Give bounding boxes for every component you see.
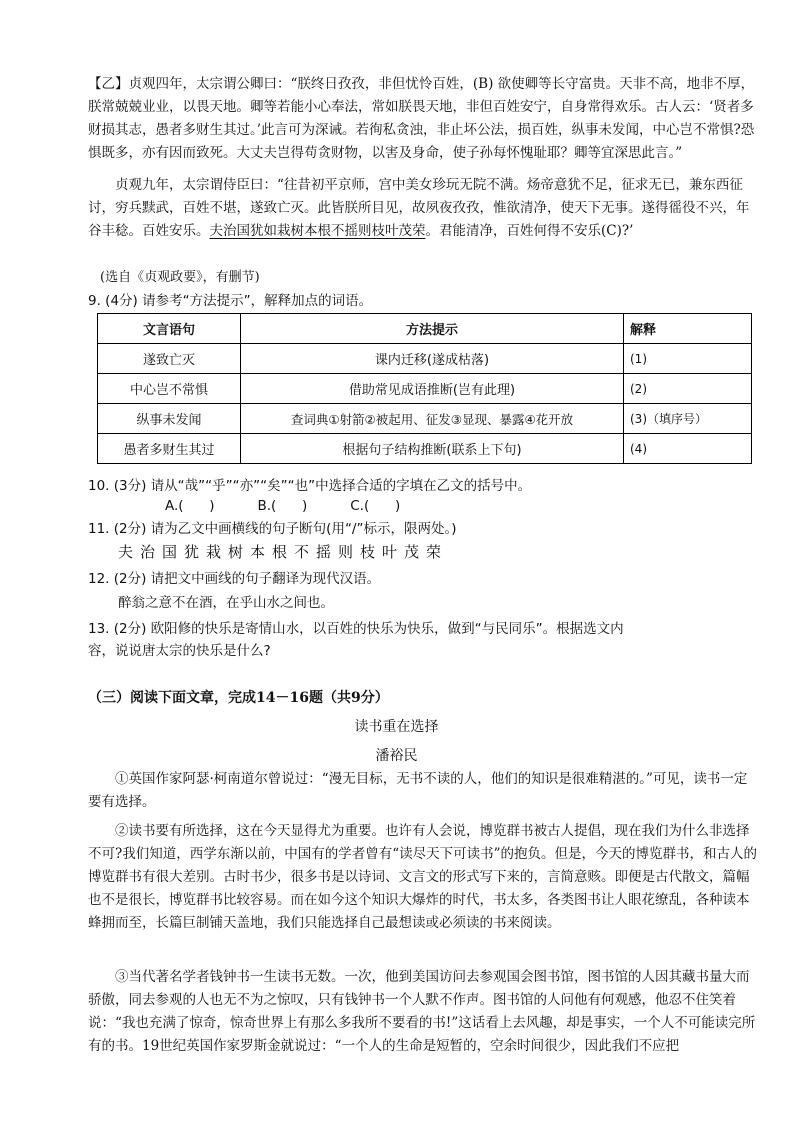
article-paragraph-3: ③当代著名学者钱钟书一生读书无数。一次，他到美国访问去参观国会图书馆，图书馆的人因其藏书量大而骄傲，同去参观的人也无不为之惊叹，只有钱钟书一个人默不作声。图书馆的人问他有何观感，他忍不住笑着说：“我也充满了惊奇，惊奇世界上有那么多我所不要看的书!”这话看上去风趣，却是事实，一个人不可能读完所有的书。19世纪英国作家罗斯金就说过：“一个人的生命是短暂的，空余时间很少，因此我们不应把	[88, 969, 756, 1054]
question-10-blanks[interactable]: A.( ) B.( ) C.( )	[165, 498, 401, 514]
article-title: 读书重在选择	[354, 719, 439, 735]
question-12-sentence: 醉翁之意不在酒，在乎山水之间也。	[118, 595, 334, 611]
table-cell: 查词典①射箭②被起用、征发③显现、暴露④花开放	[241, 404, 624, 434]
table-cell: 借助常见成语推断(岂有此理)	[241, 374, 624, 404]
question-11-sentence: 夫治国犹栽树本根不摇则枝叶茂荣	[118, 543, 449, 561]
question-11: 11. (2分) 请为乙文中画横线的句子断句(用“/”标示，限两处。)	[88, 521, 457, 537]
passage-yi-paragraph-1: 【乙】贞观四年，太宗谓公卿曰：“朕终日孜孜，非但忧怜百姓，(B) 欲使卿等长守富贵。天非不高，地非不厚，朕常兢兢业业，以畏天地。卿等若能小心奉法，常如朕畏天地，非但百姓安宁，自身常得欢乐。古人云：‘贤者多财损其志，愚者多财生其过。’此言可为深诫。若徇私贪浊，非止坏公法，损百姓，纵事未发闻，中心岂不常惧?恐惧既多，亦有因而致死。大丈夫岂得苟贪财物，以害及身命，使子孙每怀愧耻耶？卿等宜深思此言。”	[88, 76, 755, 161]
article-author: 潘裕民	[375, 748, 418, 764]
passage-text: 贞观九年，太宗谓侍臣曰：“往昔初平京师，宫中美女珍玩无院不满。炀帝意犹不足，征求无已，兼东西征讨，穷兵黩武，百姓不堪，遂致亡灭。此皆朕所目见，故夙夜孜孜，惟欲清净，使天下无事。遂得徭役不兴，年谷丰稔。百姓安乐。	[88, 177, 750, 239]
answer-blank[interactable]: (3)（填序号）	[624, 404, 752, 434]
table-row	[98, 374, 752, 404]
table-cell: 中心岂不常惧	[98, 374, 241, 404]
method-table	[97, 313, 752, 464]
section-heading: （三）阅读下面文章，完成14－16题（共9分）	[88, 690, 389, 706]
table-cell: 愚者多财生其过	[98, 434, 241, 464]
article-paragraph-1: ①英国作家阿瑟·柯南道尔曾说过：“漫无目标，无书不读的人，他们的知识是很难精湛的。”可见，读书一定要有选择。	[88, 771, 748, 810]
table-header: 解释	[624, 314, 752, 344]
answer-blank[interactable]: (4)	[624, 434, 752, 464]
table-cell: 课内迁移(遂成枯落)	[241, 344, 624, 374]
answer-blank[interactable]: (1)	[624, 344, 752, 374]
question-13-line-1: 13. (2分) 欧阳修的快乐是寄情山水，以百姓的快乐为快乐，做到“与民同乐”。根据选文内	[88, 621, 624, 637]
table-cell: 根据句子结构推断(联系上下句)	[241, 434, 624, 464]
table-header: 文言语句	[98, 314, 241, 344]
question-9: 9. (4分) 请参考“方法提示”，解释加点的词语。	[88, 293, 373, 309]
passage-text-end: 。君能清净，百姓何得不安乐(C)?’	[425, 223, 634, 239]
table-header: 方法提示	[241, 314, 624, 344]
table-cell: 遂致亡灭	[98, 344, 241, 374]
table-header-row	[98, 314, 752, 344]
answer-blank[interactable]: (2)	[624, 374, 752, 404]
question-10: 10. (3分) 请从“哉”“乎”“亦”“矣”“也”中选择合适的字填在乙文的括号中。	[88, 478, 532, 494]
article-paragraph-2: ②读书要有所选择，这在今天显得尤为重要。也许有人会说，博览群书被古人提倡，现在我们为什么非选择不可?我们知道，西学东渐以前，中国有的学者曾有“读尽天下可读书”的抱负。但是，今天的博览群书，和古人的博览群书有很大差别。古时书少，很多书是以诗词、文言文的形式写下来的，言简意赅。即便是古代散文，篇幅也不是很长，博览群书比较容易。而在如今这个知识大爆炸的时代，书太多，各类图书让人眼花缭乱，各种读本蜂拥而至，长篇巨制铺天盖地，我们只能选择自己最想读或必须读的书来阅读。	[88, 823, 758, 931]
underlined-sentence: 夫治国犹如栽树本根不摇则枝叶茂荣	[209, 223, 426, 239]
table-row	[98, 404, 752, 434]
table-cell: 纵事未发闻	[98, 404, 241, 434]
question-12: 12. (2分) 请把文中画线的句子翻译为现代汉语。	[88, 571, 381, 587]
table-row	[98, 434, 752, 464]
table-row	[98, 344, 752, 374]
passage-source: (选自《贞观政要》，有删节)	[100, 270, 260, 285]
question-13-line-2: 容，说说唐太宗的快乐是什么?	[88, 643, 271, 659]
passage-yi-paragraph-2	[88, 174, 758, 243]
